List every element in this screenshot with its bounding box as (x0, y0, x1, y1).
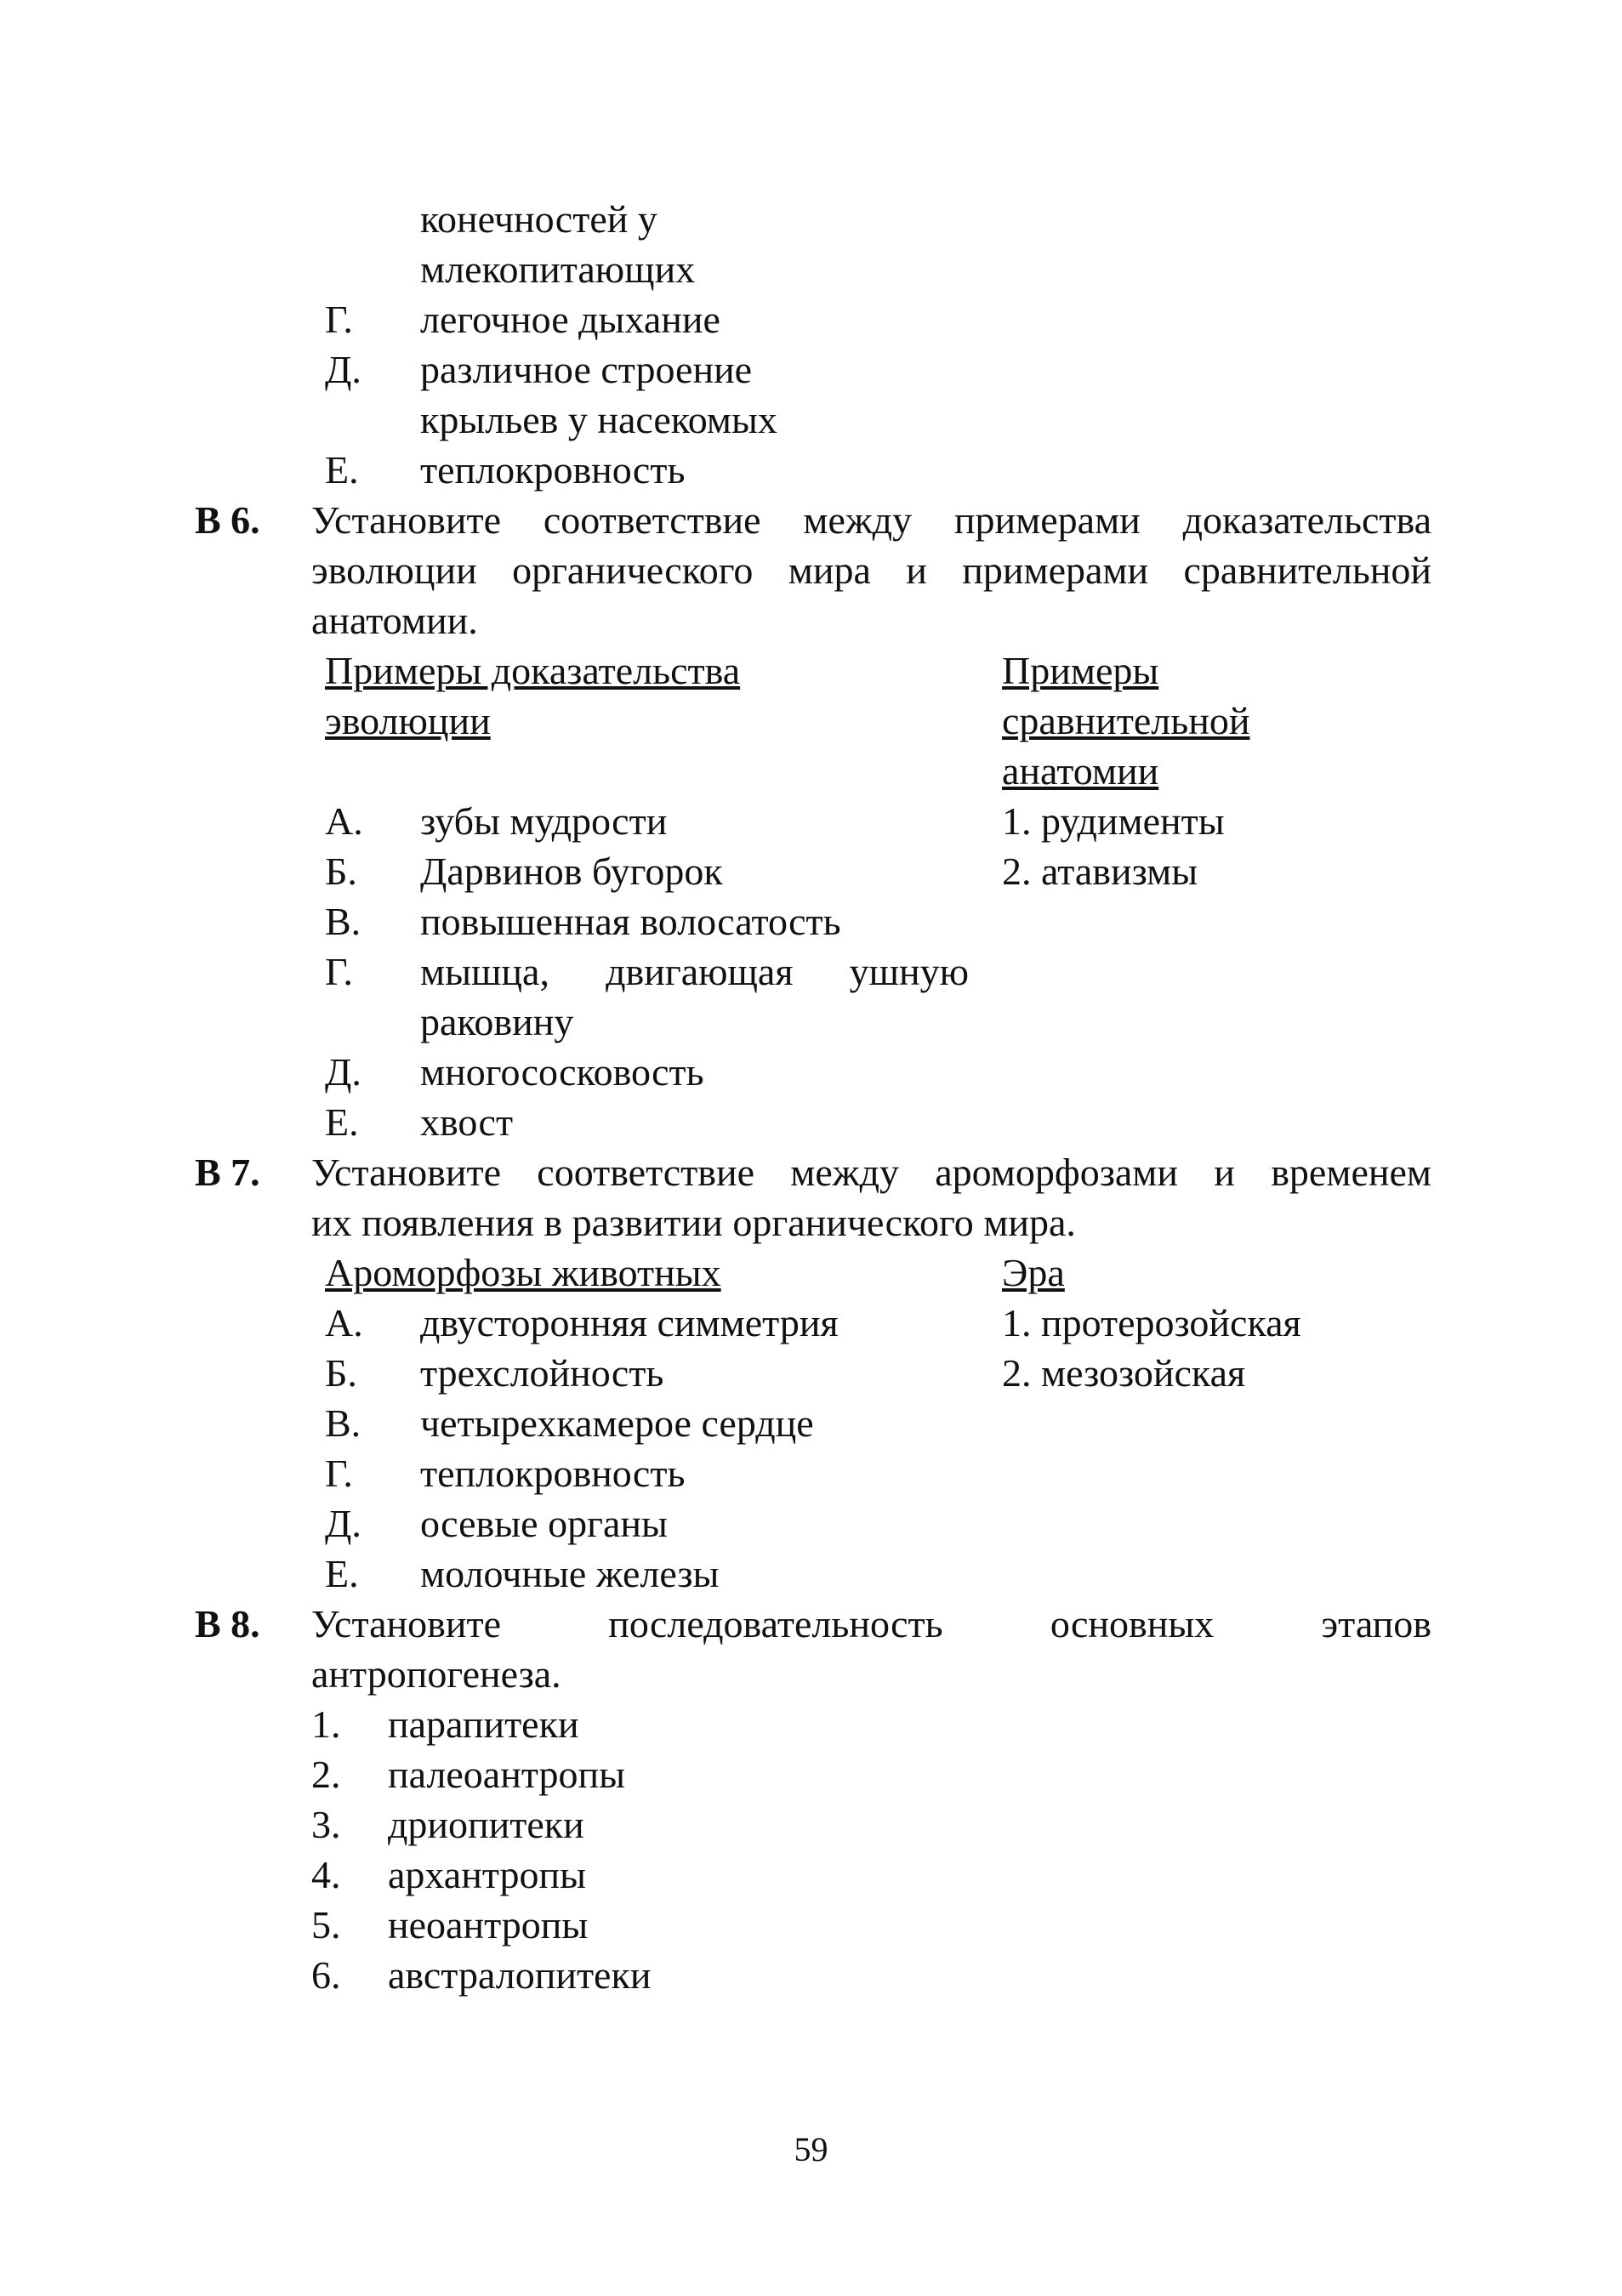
question-b8 (0, 1599, 1622, 2000)
question-number: В 8. (195, 1602, 260, 1645)
answer-option: 1. протерозойская (1002, 1301, 1301, 1344)
list-item-label: Б. (325, 850, 357, 893)
question-text: анатомии. (311, 599, 478, 642)
question-line (0, 1649, 1622, 1699)
question-line (0, 1147, 1622, 1197)
list-item (0, 946, 1622, 997)
left-column-header: эволюции (325, 699, 491, 742)
list-item-text: крыльев у насекомых (420, 398, 777, 441)
list-item-text: австралопитеки (388, 1953, 652, 1997)
right-column-header: сравнительной (1002, 699, 1250, 742)
list-item (0, 796, 1622, 846)
list-item-label: В. (325, 1401, 361, 1445)
question-line (0, 1599, 1622, 1649)
list-item-label: Г. (325, 950, 353, 993)
list-item-text: трехслойность (420, 1351, 664, 1395)
question-b6 (0, 495, 1622, 1147)
list-item-text: осевые органы (420, 1502, 668, 1545)
question-text: Установите последовательность основных этапов (311, 1602, 1431, 1645)
list-item (0, 1950, 1622, 2000)
list-item-text: мышца, двигающая ушную (420, 950, 969, 993)
list-item-label: В. (325, 900, 361, 943)
list-item-text: зубы мудрости (420, 799, 668, 843)
list-item (0, 1097, 1622, 1147)
list-item (0, 1549, 1622, 1599)
list-item-text: теплокровность (420, 1452, 686, 1495)
list-item-text: неоантропы (388, 1903, 589, 1946)
list-item (0, 1799, 1622, 1850)
table-header-row (0, 696, 1622, 746)
list-item-label: 2. (311, 1753, 341, 1796)
list-item (0, 846, 1622, 896)
table-header-row (0, 1247, 1622, 1298)
list-item-text: хвост (420, 1100, 514, 1144)
list-item-text: архантропы (388, 1853, 587, 1896)
question-text: их появления в развитии органического мира. (311, 1201, 1076, 1244)
list-item (0, 1749, 1622, 1799)
list-item-text: парапитеки (388, 1702, 579, 1746)
list-item (0, 896, 1622, 946)
list-item-text: теплокровность (420, 448, 686, 492)
list-item-text: палеоантропы (388, 1753, 626, 1796)
question-b7 (0, 1147, 1622, 1599)
page-number: 59 (794, 2130, 828, 2168)
list-item (0, 1398, 1622, 1448)
list-item (0, 1699, 1622, 1749)
left-column-header: Примеры доказательства (325, 649, 741, 692)
table-header-row (0, 746, 1622, 796)
list-item (0, 1900, 1622, 1950)
question-line (0, 545, 1622, 595)
list-item (0, 1047, 1622, 1097)
list-item-label: Е. (325, 1552, 359, 1595)
list-item-text: раковину (420, 1000, 574, 1043)
list-item-label: Г. (325, 1452, 353, 1495)
right-column-header: Примеры (1002, 649, 1159, 692)
question-text: антропогенеза. (311, 1652, 561, 1696)
list-item-label: Е. (325, 1100, 359, 1144)
list-item-label: Г. (325, 298, 353, 341)
list-item (0, 395, 1622, 445)
list-item-text: дриопитеки (388, 1803, 584, 1846)
list-item-label: А. (325, 1301, 363, 1344)
list-item-label: Б. (325, 1351, 357, 1395)
question-line (0, 1197, 1622, 1247)
list-item-label: 6. (311, 1953, 341, 1997)
list-item-label: Е. (325, 448, 359, 492)
list-item (0, 1298, 1622, 1348)
list-item-label: Д. (325, 1502, 361, 1545)
list-item (0, 1448, 1622, 1498)
list-item-text: млекопитающих (420, 247, 696, 291)
list-item (0, 194, 1622, 244)
list-item-text: Дарвинов бугорок (420, 850, 723, 893)
answer-option: 2. мезозойская (1002, 1351, 1246, 1395)
question-text: эволюции органического мира и примерами сравнительной (311, 548, 1431, 592)
table-header-row (0, 645, 1622, 696)
question-line (0, 495, 1622, 545)
question-text: Установите соответствие между примерами доказательства (311, 498, 1431, 542)
list-item-text: повышенная волосатость (420, 900, 841, 943)
answer-option: 1. рудименты (1002, 799, 1225, 843)
list-item-text: легочное дыхание (420, 298, 720, 341)
question-line (0, 595, 1622, 645)
list-item-label: 4. (311, 1853, 341, 1896)
list-item-label: 3. (311, 1803, 341, 1846)
list-item-text: молочные железы (420, 1552, 720, 1595)
list-item (0, 1498, 1622, 1549)
list-item (0, 445, 1622, 495)
list-item-label: 5. (311, 1903, 341, 1946)
left-column-header: Ароморфозы животных (325, 1251, 721, 1294)
list-item (0, 1348, 1622, 1398)
question-text: Установите соответствие между ароморфозами и временем (311, 1151, 1431, 1194)
list-item-label: 1. (311, 1702, 341, 1746)
list-item (0, 344, 1622, 395)
list-item-text: конечностей у (420, 197, 657, 241)
right-column-header: анатомии (1002, 749, 1159, 793)
list-item-label: Д. (325, 1050, 361, 1094)
list-item-text: многососковость (420, 1050, 704, 1094)
list-item-label: Д. (325, 348, 361, 391)
list-item (0, 244, 1622, 294)
list-item-label: А. (325, 799, 363, 843)
list-item (0, 1850, 1622, 1900)
question-number: В 7. (195, 1151, 260, 1194)
list-item (0, 997, 1622, 1047)
list-item-text: различное строение (420, 348, 753, 391)
top-list (0, 194, 1622, 495)
answer-option: 2. атавизмы (1002, 850, 1198, 893)
list-item-text: четырехкамерое сердце (420, 1401, 814, 1445)
right-column-header: Эра (1002, 1251, 1065, 1294)
question-number: В 6. (195, 498, 260, 542)
list-item (0, 294, 1622, 344)
list-item-text: двусторонняя симметрия (420, 1301, 839, 1344)
